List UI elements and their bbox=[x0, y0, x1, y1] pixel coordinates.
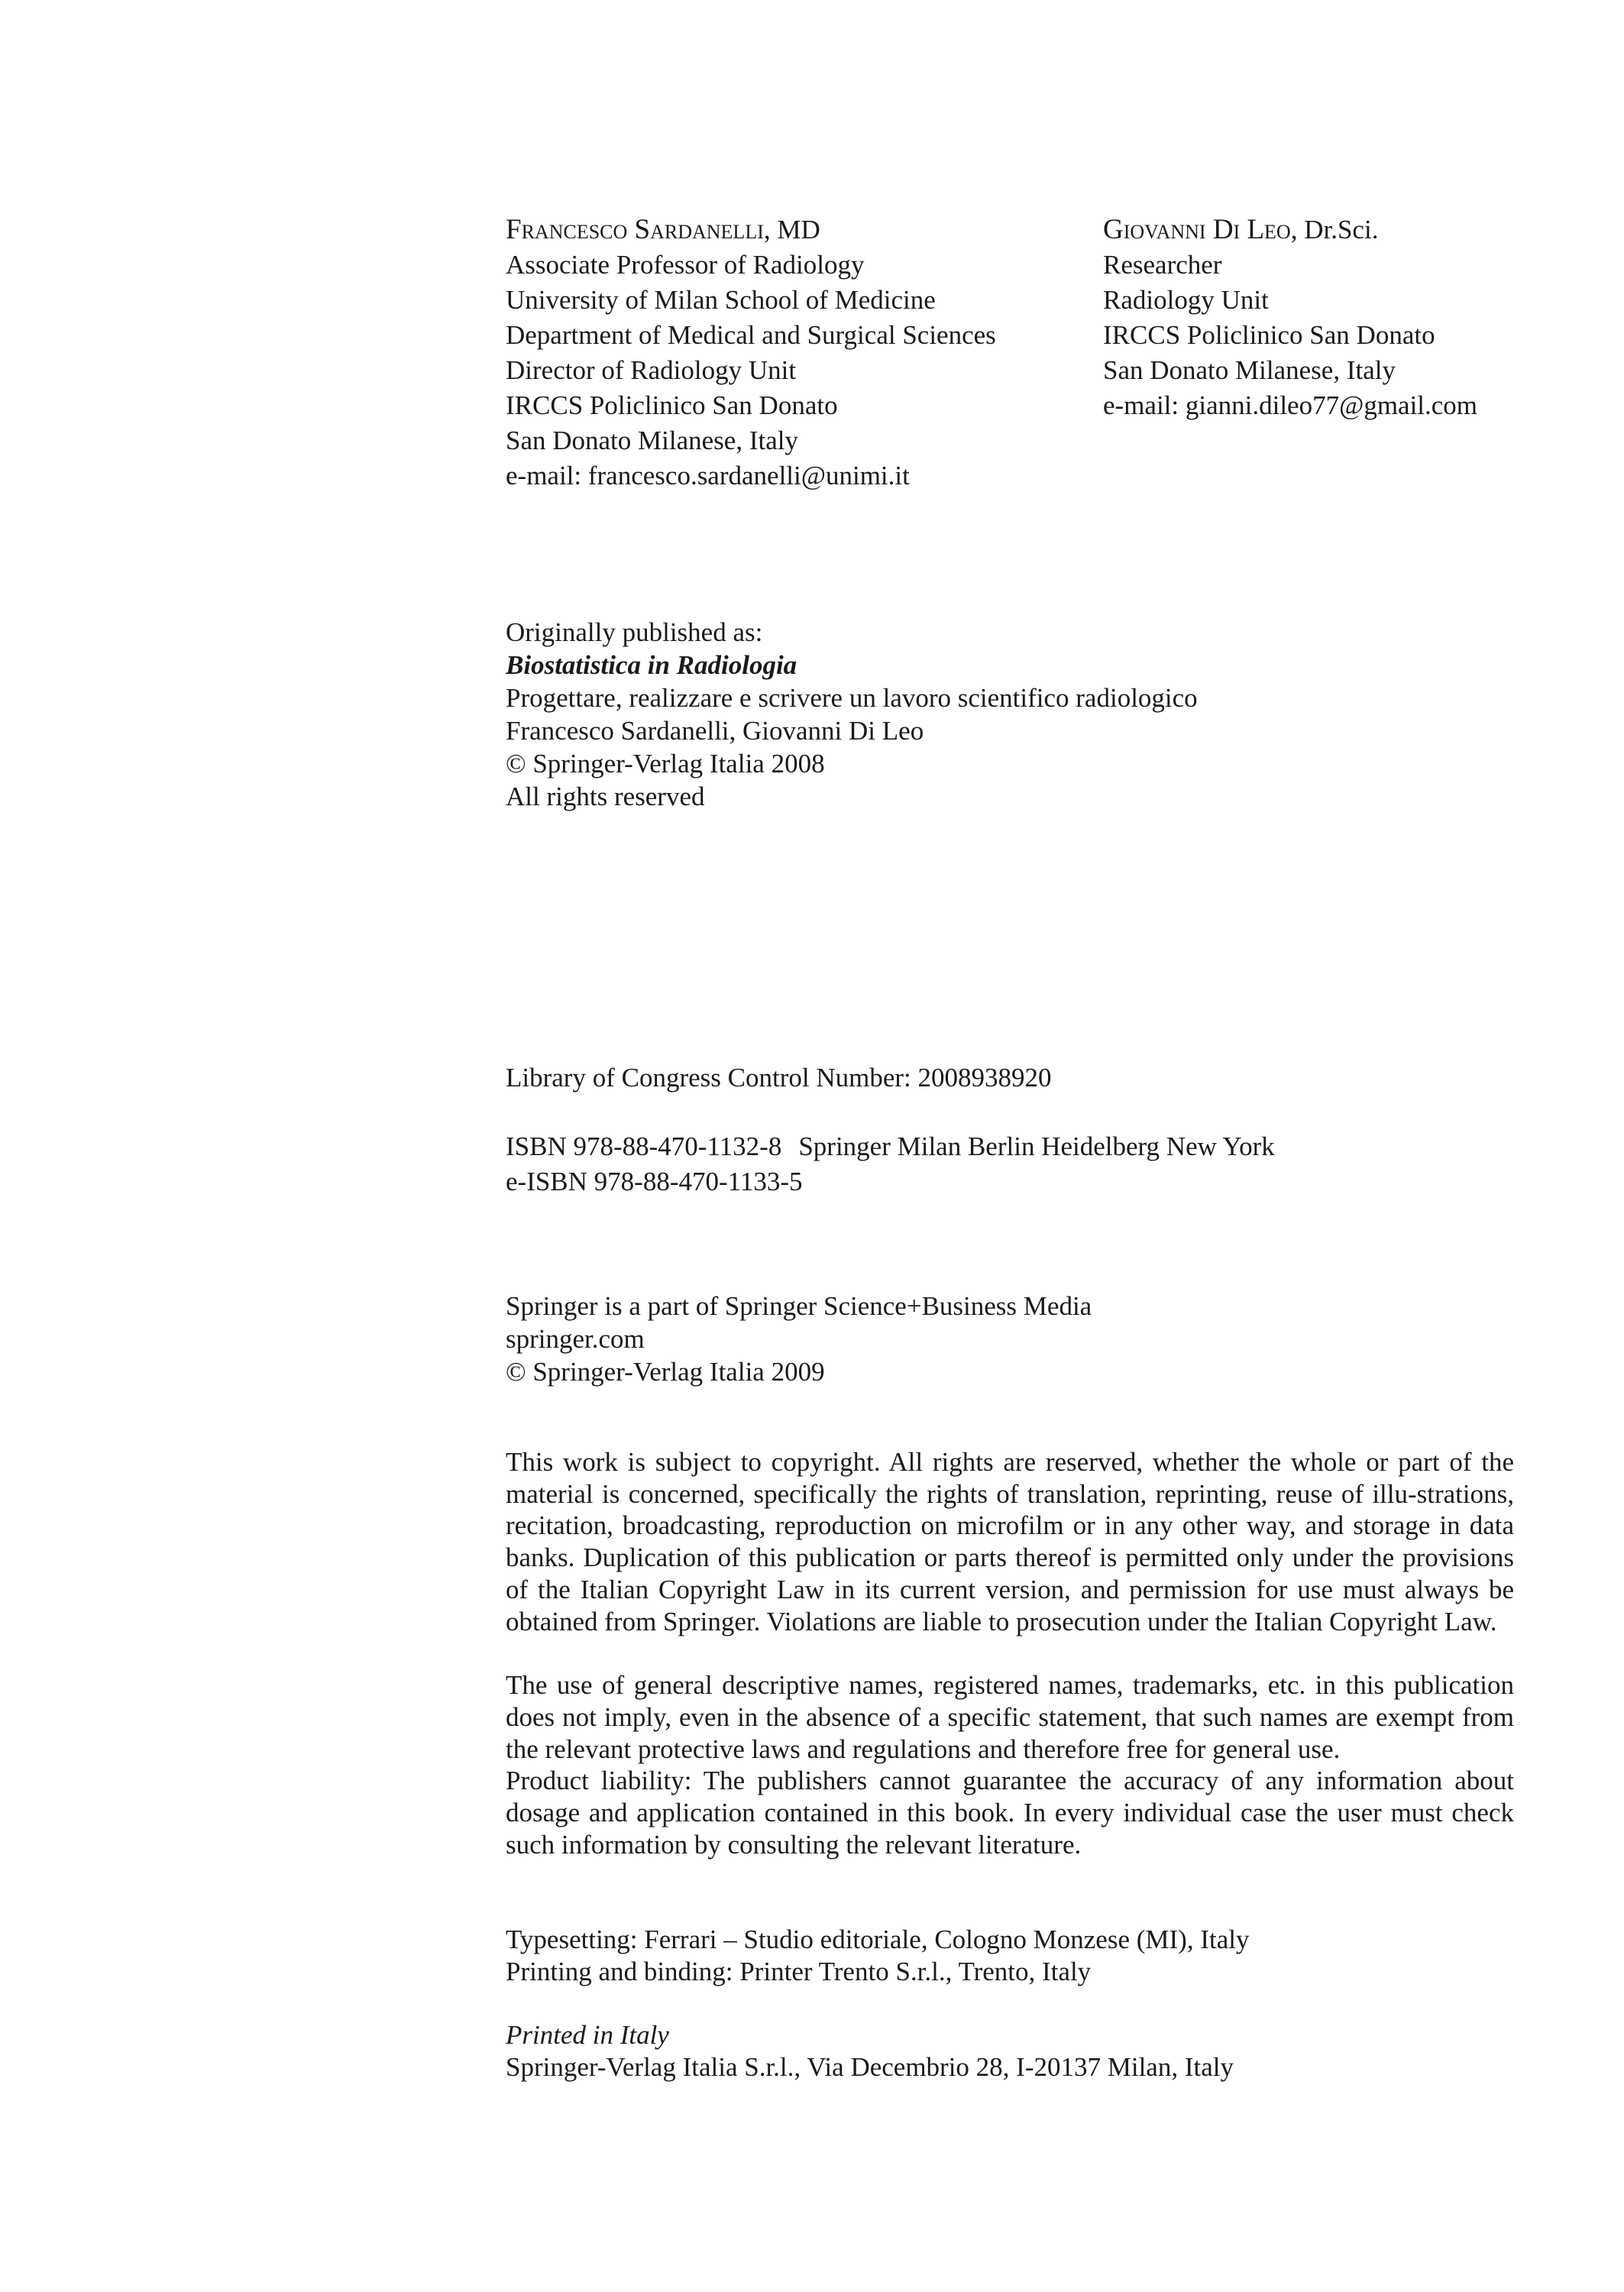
publisher-website[interactable]: springer.com bbox=[506, 1324, 645, 1354]
author-affiliation-line: Associate Professor of Radiology bbox=[506, 250, 865, 280]
author-sardanelli-block bbox=[506, 212, 1056, 494]
liability-paragraph: Product liability: The publishers cannot guarantee the accuracy of any information about dosage and application contained in this book. In every individual case the user must check such information by consulting the relevant literature. bbox=[506, 1766, 1514, 1860]
author-email[interactable]: e-mail: gianni.dileo77@gmail.com bbox=[1103, 390, 1478, 420]
printed-in: Printed in Italy bbox=[506, 2020, 669, 2050]
author-degree: , MD bbox=[763, 215, 820, 244]
legal-block bbox=[506, 1446, 1514, 1860]
isbn-cities: Springer Milan Berlin Heidelberg New York bbox=[798, 1131, 1275, 1161]
original-title: Biostatistica in Radiologia bbox=[506, 650, 797, 680]
original-rights: All rights reserved bbox=[506, 782, 705, 811]
publisher-address: Springer-Verlag Italia S.r.l., Via Decembrio 28, I-20137 Milan, Italy bbox=[506, 2052, 1234, 2082]
publisher-line: Springer is a part of Springer Science+Business Media bbox=[506, 1291, 1092, 1321]
isbn: ISBN 978-88-470-1132-8 bbox=[506, 1131, 782, 1161]
eisbn: e-ISBN 978-88-470-1133-5 bbox=[506, 1167, 803, 1196]
publisher-copyright: © Springer-Verlag Italia 2009 bbox=[506, 1357, 825, 1387]
catalog-block bbox=[506, 1060, 1514, 1199]
author-name: Giovanni Di Leo bbox=[1103, 214, 1291, 245]
author-affiliation-line: San Donato Milanese, Italy bbox=[1103, 355, 1396, 385]
imprint-block bbox=[506, 2019, 1514, 2083]
author-affiliation-line: San Donato Milanese, Italy bbox=[506, 426, 798, 455]
author-affiliation-line: University of Milan School of Medicine bbox=[506, 285, 936, 315]
author-dileo-block bbox=[1103, 212, 1531, 423]
trademark-paragraph: The use of general descriptive names, registered names, trademarks, etc. in this publication does not imply, even in the absence of a specific statement, that such names are exempt from the relevant protective laws and regulations and therefore free for general use. bbox=[506, 1670, 1514, 1764]
original-intro: Originally published as: bbox=[506, 617, 763, 647]
publisher-block bbox=[506, 1290, 1514, 1388]
copyright-paragraph: This work is subject to copyright. All rights are reserved, whether the whole or part of the material is concerned, specifically the rights of translation, reprinting, reuse of illu-strations, recitation, broadcasting, reproduction on microfilm or in any other way, and storage in data banks. Duplication of this publication or parts thereof is permitted only under the provisions of the Italian Copyright Law in its current version, and permission for use must always be obtained from Springer. Violations are liable to prosecution under the Italian Copyright Law. bbox=[506, 1447, 1514, 1636]
original-copyright: © Springer-Verlag Italia 2008 bbox=[506, 749, 825, 779]
author-name-line bbox=[1103, 212, 1531, 248]
lccn: Library of Congress Control Number: 2008938920 bbox=[506, 1063, 1052, 1093]
author-affiliation-line: Department of Medical and Surgical Sciences bbox=[506, 320, 996, 350]
author-affiliation-line: Radiology Unit bbox=[1103, 285, 1269, 315]
isbn-line bbox=[506, 1129, 1514, 1164]
author-email[interactable]: e-mail: francesco.sardanelli@unimi.it bbox=[506, 461, 910, 490]
original-publication-block bbox=[506, 616, 1514, 813]
original-authors: Francesco Sardanelli, Giovanni Di Leo bbox=[506, 716, 924, 746]
author-name: Francesco Sardanelli bbox=[506, 214, 764, 245]
typesetting: Typesetting: Ferrari – Studio editoriale, Cologno Monzese (MI), Italy bbox=[506, 1925, 1250, 1954]
printing: Printing and binding: Printer Trento S.r.l., Trento, Italy bbox=[506, 1957, 1092, 1986]
author-affiliation-line: IRCCS Policlinico San Donato bbox=[1103, 320, 1435, 350]
author-degree: , Dr.Sci. bbox=[1290, 215, 1379, 244]
author-name-line bbox=[506, 212, 1056, 248]
author-affiliation-line: IRCCS Policlinico San Donato bbox=[506, 390, 838, 420]
production-block bbox=[506, 1924, 1514, 1988]
author-affiliation-line: Director of Radiology Unit bbox=[506, 355, 797, 385]
original-subtitle: Progettare, realizzare e scrivere un lavoro scientifico radiologico bbox=[506, 683, 1198, 713]
author-affiliation-line: Researcher bbox=[1103, 250, 1222, 280]
